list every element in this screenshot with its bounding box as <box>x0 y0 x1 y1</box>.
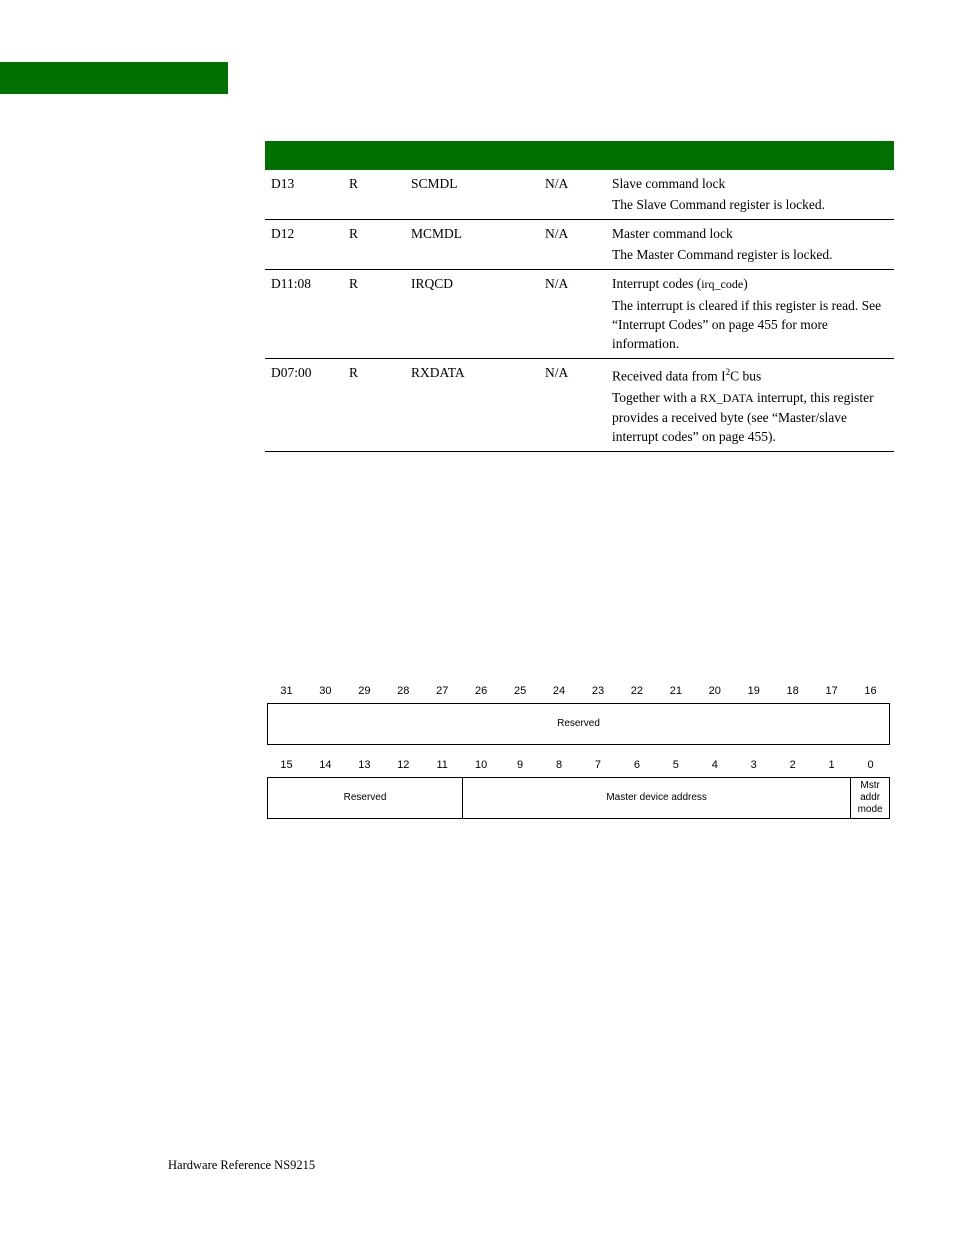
bit-field-row <box>267 703 890 745</box>
bit-number: 6 <box>633 759 640 771</box>
mnemonic-cell: MCMDL <box>405 220 539 270</box>
description-body <box>612 388 890 446</box>
description-title-text: Interrupt codes ( <box>612 276 702 291</box>
mnemonic-cell: SCMDL <box>405 170 539 220</box>
mnemonic-cell: RXDATA <box>405 359 539 452</box>
bit-number: 3 <box>750 759 757 771</box>
description-cell <box>606 220 894 270</box>
page-footer: Hardware Reference NS9215 <box>168 1158 316 1172</box>
table-row <box>265 359 894 452</box>
bit-number: 7 <box>594 759 602 771</box>
reserved-field: Reserved <box>557 718 600 729</box>
bit-number: 26 <box>475 685 488 697</box>
description-title: Slave command lock <box>612 176 726 191</box>
description-body-text: Together with a <box>612 389 700 405</box>
bits-cell: D13 <box>265 170 343 220</box>
description-body: The interrupt is cleared if this register is read. See “Interrupt Codes” on page 455 for more information. <box>612 298 882 351</box>
field-label-line: mode <box>857 804 883 815</box>
bit-number: 4 <box>711 759 718 771</box>
description-body: The Master Command register is locked. <box>612 247 833 262</box>
bit-number: 13 <box>358 759 371 771</box>
bit-number: 14 <box>319 759 332 771</box>
bits-cell: D07:00 <box>265 359 343 452</box>
description-cell <box>606 270 894 359</box>
table-row <box>265 170 894 220</box>
table-header-row <box>265 141 894 170</box>
bit-number: 19 <box>747 685 760 697</box>
access-cell: R <box>343 359 405 452</box>
superscript-two: 2 <box>725 367 731 377</box>
bit-number: 1 <box>828 759 835 771</box>
bit-number: 21 <box>669 685 682 697</box>
bit-number: 10 <box>475 759 488 771</box>
mnemonic-cell: IRQCD <box>405 270 539 359</box>
description-title <box>612 363 890 386</box>
reset-cell: N/A <box>539 220 606 270</box>
master-device-address-field: Master device address <box>462 778 850 818</box>
description-body: The Slave Command register is locked. <box>612 197 825 212</box>
bit-number: 20 <box>708 685 721 697</box>
bits-cell: D11:08 <box>265 270 343 359</box>
irq-code-term: irq_code <box>701 277 744 291</box>
description-body-text: interrupt, this register provides a received byte (see “Master/slave interrupt codes” on page 455). <box>612 389 874 444</box>
bit-number: 15 <box>280 759 293 771</box>
bit-number: 29 <box>358 685 371 697</box>
table-row <box>265 270 894 359</box>
master-address-mode-field <box>850 778 889 818</box>
reset-cell: N/A <box>539 359 606 452</box>
description-title-text: C bus <box>730 368 762 384</box>
bit-number: 0 <box>867 759 874 771</box>
access-cell: R <box>343 270 405 359</box>
chapter-header-bar <box>0 62 228 94</box>
bit-number: 8 <box>555 759 563 771</box>
bit-number: 30 <box>319 685 332 697</box>
bit-number-row <box>267 759 890 775</box>
bit-number-row <box>267 685 890 701</box>
register-bitmap-lower <box>267 759 890 819</box>
bits-cell: D12 <box>265 220 343 270</box>
field-label-line: Mstr <box>860 780 880 791</box>
bit-number: 22 <box>630 685 644 697</box>
table-row <box>265 220 894 270</box>
access-cell: R <box>343 170 405 220</box>
bit-number: 5 <box>672 759 679 771</box>
description-title: Master command lock <box>612 226 733 241</box>
bit-number: 23 <box>591 685 605 697</box>
description-cell <box>606 359 894 452</box>
bit-number: 9 <box>517 759 524 771</box>
reserved-field: Reserved <box>343 792 387 803</box>
bit-number: 27 <box>436 685 449 697</box>
bit-number: 12 <box>397 759 410 771</box>
field-label-line: addr <box>860 792 881 803</box>
bit-number: 25 <box>513 685 527 697</box>
register-bitmap-upper <box>267 685 890 745</box>
bit-number: 28 <box>397 685 410 697</box>
description-title <box>612 274 890 294</box>
reset-cell: N/A <box>539 270 606 359</box>
description-title-text: Received data from I <box>612 368 726 384</box>
rx-data-term: RX_DATA <box>699 390 754 405</box>
bit-number: 16 <box>864 685 877 697</box>
access-cell: R <box>343 220 405 270</box>
bit-number: 11 <box>436 759 448 771</box>
description-cell <box>606 170 894 220</box>
reset-cell: N/A <box>539 170 606 220</box>
bit-number: 2 <box>789 759 796 771</box>
description-title-text: ) <box>743 276 748 291</box>
bit-field-row <box>267 777 890 819</box>
bit-number: 31 <box>280 685 293 697</box>
bit-number: 24 <box>552 685 566 697</box>
register-bit-table <box>265 141 894 452</box>
bit-number: 17 <box>825 685 838 697</box>
bit-number: 18 <box>786 685 799 697</box>
